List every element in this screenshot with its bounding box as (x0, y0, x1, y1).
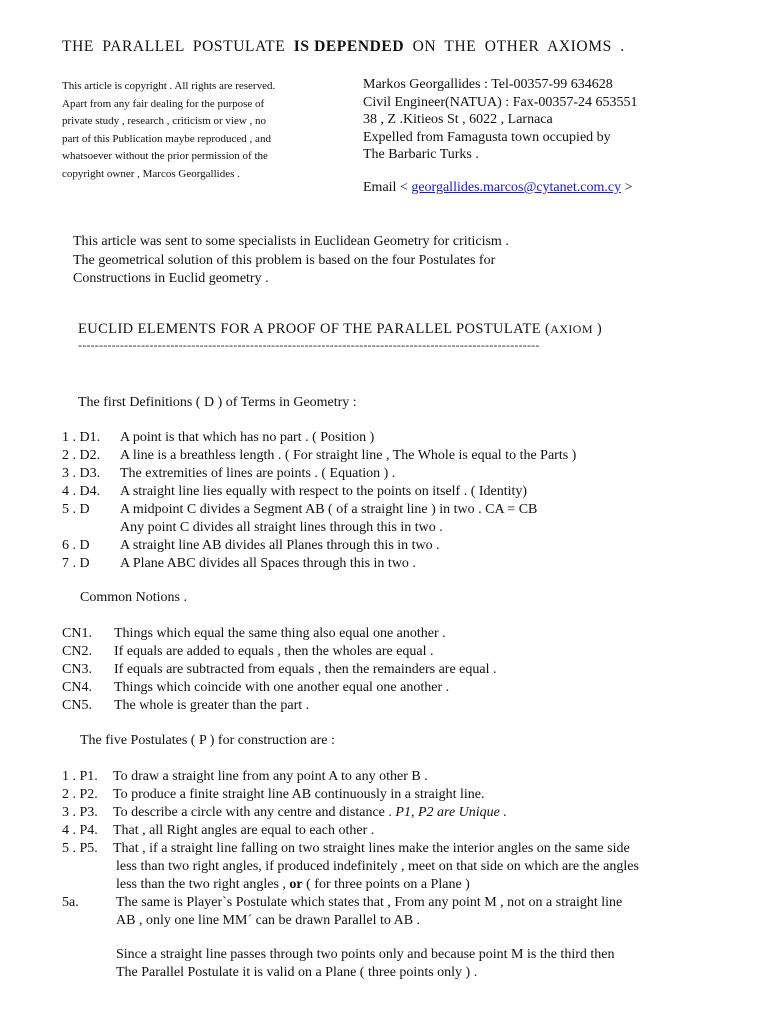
common-notion-label: CN2. (62, 644, 92, 659)
euclid-heading (78, 321, 602, 338)
copyright-line: part of this Publication maybe reproduced , and (62, 132, 271, 145)
closing-paragraph (116, 946, 614, 982)
postulate-text: ( for three points on a Plane ) (302, 877, 470, 892)
definition-text: A midpoint C divides a Segment AB ( of a straight line ) in two . CA = CB (120, 502, 538, 517)
postulate-label: 5a. (62, 895, 79, 910)
common-notion-label: CN1. (62, 626, 92, 641)
postulate-item (62, 786, 752, 804)
postulate-item (62, 894, 752, 912)
postulate-text: To draw a straight line from any point A to any other B . (113, 769, 428, 784)
postulate-text: less than the two right angles , (116, 877, 290, 892)
postulate-label: 1 . P1. (62, 769, 98, 784)
common-notion-text: Things which equal the same thing also equal one another . (114, 626, 446, 641)
postulate-text: The same is Player`s Postulate which states that , From any point M , not on a straight line (116, 895, 623, 910)
definition-item (62, 447, 742, 465)
definition-text: A straight line lies equally with respect to the points on itself . ( Identity) (120, 484, 528, 499)
copyright-line: Apart from any fair dealing for the purpose of (62, 97, 265, 110)
contact-line: Civil Engineer(NATUA) : Fax-00357-24 653551 (363, 94, 638, 110)
email-prefix: Email < (363, 180, 412, 195)
copyright-line: copyright owner , Marcos Georgallides . (62, 167, 240, 180)
postulate-emphasis: or (289, 877, 303, 892)
postulate-label: 4 . P4. (62, 823, 98, 838)
title-emphasis: IS DEPENDED (293, 38, 405, 55)
email-link[interactable]: georgallides.marcos@cytanet.com.cy (411, 180, 622, 195)
definition-text: The extremities of lines are points . ( Equation ) . (120, 466, 396, 481)
author-contact (363, 76, 638, 164)
definition-text: Any point C divides all straight lines through this in two . (120, 520, 443, 535)
postulate-label: 2 . P2. (62, 787, 98, 802)
postulate-text: less than two right angles, if produced indefinitely , meet on that side on which are the angles (116, 859, 639, 874)
definition-label: 7 . D (62, 556, 90, 571)
postulate-item (62, 804, 752, 822)
euclid-heading-close: ) (592, 321, 603, 337)
definition-text: A Plane ABC divides all Spaces through this in two . (120, 556, 416, 571)
common-notion-item (62, 661, 742, 679)
definition-label: 6 . D (62, 538, 90, 553)
definition-label: 1 . D1. (62, 430, 101, 445)
dashed-divider: -------------------------------------------------------------------------------------------------------------- (78, 338, 540, 352)
common-notion-label: CN4. (62, 680, 92, 695)
definition-item (62, 555, 742, 573)
common-notion-item (62, 643, 742, 661)
contact-line: The Barbaric Turks . (363, 147, 479, 163)
definitions-list (62, 429, 742, 573)
definition-item (62, 537, 742, 555)
intro-line: This article was sent to some specialists in Euclidean Geometry for criticism . (73, 234, 509, 249)
email-suffix: > (621, 180, 633, 195)
postulate-text: To describe a circle with any centre and distance . (113, 805, 392, 820)
definition-text: A straight line AB divides all Planes through this in two . (120, 538, 440, 553)
common-notion-item (62, 625, 742, 643)
euclid-heading-axiom: AXIOM (550, 322, 593, 336)
definition-item (62, 465, 742, 483)
document-title (62, 38, 625, 56)
postulate-item (62, 840, 752, 858)
postulate-text: AB , only one line MM´ can be drawn Parallel to AB . (116, 913, 421, 928)
contact-line: Markos Georgallides : Tel-00357-99 634628 (363, 77, 613, 92)
definition-item (62, 429, 742, 447)
postulate-item (62, 768, 752, 786)
euclid-heading-text: EUCLID ELEMENTS FOR A PROOF OF THE PARALLEL POSTULATE ( (78, 321, 551, 337)
definition-item (62, 501, 742, 519)
copyright-line: This article is copyright . All rights are reserved. (62, 80, 276, 92)
postulate-continuation (62, 876, 752, 894)
title-part-1: THE PARALLEL POSTULATE (62, 38, 294, 55)
definition-label: 2 . D2. (62, 448, 101, 463)
definition-text: A line is a breathless length . ( For straight line , The Whole is equal to the Parts ) (120, 448, 577, 463)
postulate-item (62, 822, 752, 840)
intro-line: Constructions in Euclid geometry . (73, 271, 269, 286)
copyright-line: private study , research , criticism or view , no (62, 115, 267, 128)
postulate-text: To produce a finite straight line AB continuously in a straight line. (113, 787, 485, 802)
postulates-list (62, 768, 752, 930)
intro-line: The geometrical solution of this problem is based on the four Postulates for (73, 252, 496, 268)
copyright-line: whatsoever without the prior permission of the (62, 150, 268, 163)
title-part-3: ON THE OTHER AXIOMS . (404, 38, 625, 55)
contact-line: Expelled from Famagusta town occupied by (363, 129, 611, 145)
common-notions-list (62, 625, 742, 715)
postulate-continuation (62, 912, 752, 930)
definition-label: 4 . D4. (62, 484, 101, 499)
contact-line: 38 , Z .Kitieos St , 6022 , Larnaca (363, 112, 553, 128)
postulate-text: That , all Right angles are equal to each other . (113, 823, 375, 838)
common-notions-heading: Common Notions . (80, 590, 187, 605)
definition-label: 5 . D (62, 502, 90, 517)
common-notion-label: CN3. (62, 662, 92, 677)
common-notion-text: The whole is greater than the part . (114, 698, 310, 713)
common-notion-label: CN5. (62, 698, 92, 713)
closing-line: The Parallel Postulate it is valid on a Plane ( three points only ) . (116, 965, 478, 980)
definition-text: A point is that which has no part . ( Position ) (120, 430, 375, 445)
common-notion-text: If equals are added to equals , then the wholes are equal . (114, 644, 434, 659)
common-notion-item (62, 697, 742, 715)
definition-item (62, 519, 742, 537)
intro-paragraph (73, 233, 509, 289)
common-notion-text: Things which coincide with one another equal one another . (114, 680, 450, 695)
copyright-notice (62, 78, 275, 184)
postulate-continuation (62, 858, 752, 876)
postulate-note: P1, P2 are Unique . (391, 805, 507, 820)
definitions-heading: The first Definitions ( D ) of Terms in Geometry : (78, 395, 357, 410)
postulate-text: That , if a straight line falling on two straight lines make the interior angles on the same side (113, 841, 630, 856)
common-notion-item (62, 679, 742, 697)
common-notion-text: If equals are subtracted from equals , then the remainders are equal . (114, 662, 497, 677)
email-row (363, 180, 632, 196)
postulate-label: 3 . P3. (62, 805, 98, 820)
definition-label: 3 . D3. (62, 466, 101, 481)
definition-item (62, 483, 742, 501)
closing-line: Since a straight line passes through two points only and because point M is the third then (116, 947, 615, 962)
postulates-heading: The five Postulates ( P ) for construction are : (80, 733, 335, 748)
postulate-label: 5 . P5. (62, 841, 98, 856)
